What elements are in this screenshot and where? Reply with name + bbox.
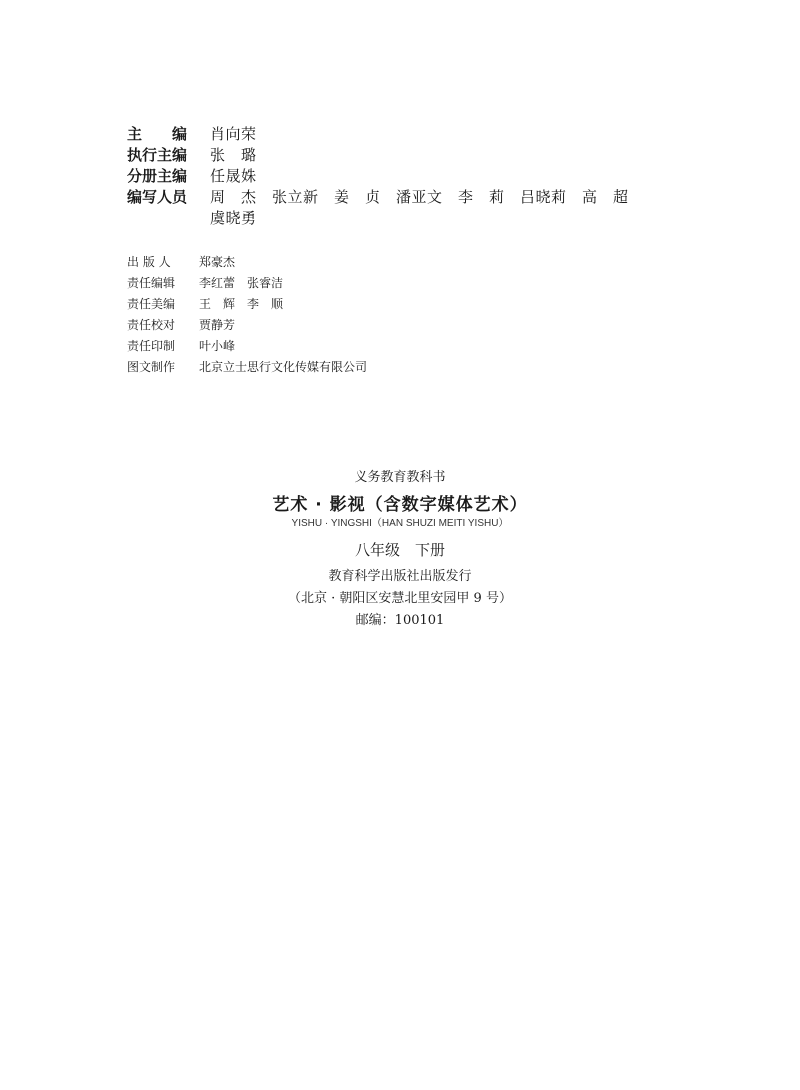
credit-names: 虞晓勇 xyxy=(210,209,257,227)
staff-names: 北京立士思行文化传媒有限公司 xyxy=(199,360,368,374)
credit-names: 任晟姝 xyxy=(210,167,257,185)
staff-role: 出 版 人 xyxy=(127,255,171,269)
staff-names: 李红蕾 张睿洁 xyxy=(199,276,284,290)
staff-names: 王 辉 李 顺 xyxy=(199,297,284,311)
credit-role: 分册主编 xyxy=(127,167,188,185)
staff-row xyxy=(127,336,367,357)
publisher: 教育科学出版社出版发行 xyxy=(328,569,472,584)
staff-role: 责任编辑 xyxy=(127,276,176,290)
staff-role: 责任校对 xyxy=(127,318,176,332)
editorial-credits xyxy=(127,124,629,229)
credit-row xyxy=(127,145,629,166)
credit-names: 周 杰 张立新 姜 贞 潘亚文 李 莉 吕晓莉 高 超 xyxy=(210,188,629,206)
staff-role: 责任美编 xyxy=(127,297,176,311)
staff-role: 图文制作 xyxy=(127,360,176,374)
credit-role: 编写人员 xyxy=(127,188,188,206)
staff-row xyxy=(127,294,367,315)
book-title: 艺术 · 影视（含数字媒体艺术） xyxy=(272,495,528,515)
book-title-pinyin: YISHU · YINGSHI（HAN SHUZI MEITI YISHU） xyxy=(291,518,509,529)
credit-row xyxy=(127,208,629,229)
credit-role: 执行主编 xyxy=(127,146,188,164)
staff-names: 贾静芳 xyxy=(199,318,236,332)
credit-names: 张 璐 xyxy=(210,146,257,164)
credit-role: 主 编 xyxy=(127,125,188,143)
credit-names: 肖向荣 xyxy=(210,125,257,143)
staff-names: 叶小峰 xyxy=(199,339,236,353)
postcode: 邮编：100101 xyxy=(355,613,445,628)
series-name: 义务教育教科书 xyxy=(354,470,446,485)
credit-row xyxy=(127,187,629,208)
staff-row xyxy=(127,252,367,273)
staff-row xyxy=(127,315,367,336)
publication-info xyxy=(0,468,800,632)
staff-row xyxy=(127,273,367,294)
publisher-address: （北京 · 朝阳区安慧北里安园甲 9 号） xyxy=(288,591,512,606)
staff-role: 责任印制 xyxy=(127,339,176,353)
credit-role xyxy=(127,208,190,229)
credit-row xyxy=(127,124,629,145)
credit-row xyxy=(127,166,629,187)
staff-row xyxy=(127,357,367,378)
production-staff xyxy=(127,252,367,378)
grade-volume: 八年级 下册 xyxy=(354,541,445,559)
staff-names: 郑豪杰 xyxy=(199,255,236,269)
